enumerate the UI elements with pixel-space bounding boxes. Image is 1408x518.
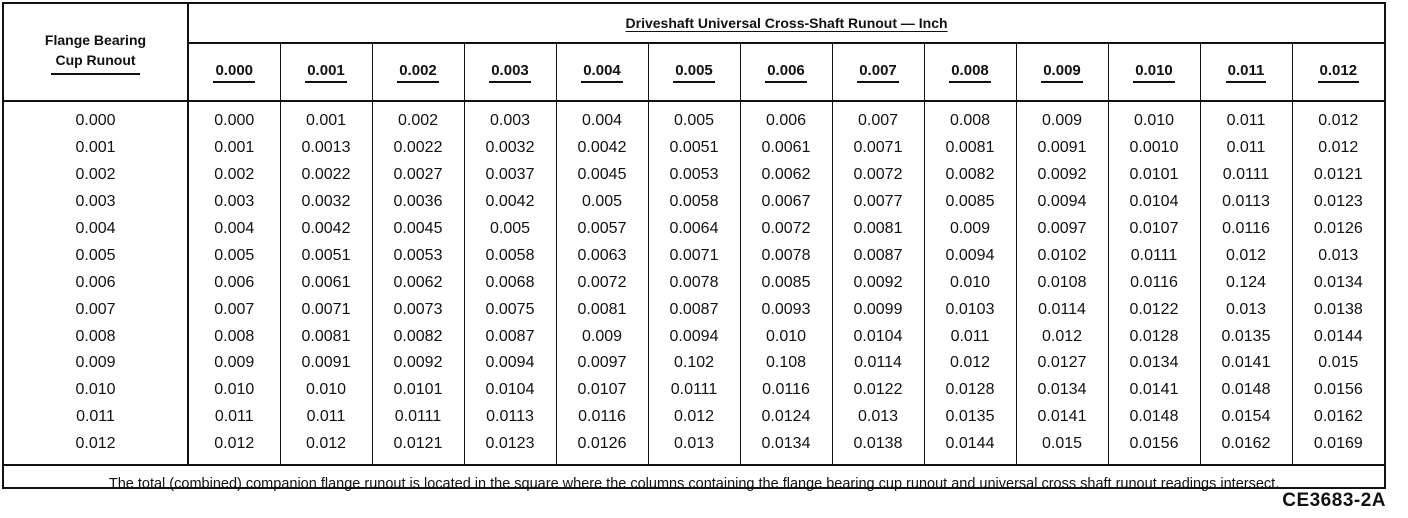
table-cell: 0.0111 bbox=[372, 404, 464, 431]
table-cell: 0.0121 bbox=[372, 431, 464, 465]
table-cell: 0.0144 bbox=[1313, 327, 1363, 345]
table-cell: 0.0058 bbox=[648, 189, 740, 216]
table-cell: 0.0062 bbox=[372, 269, 464, 296]
table-row bbox=[4, 323, 1384, 350]
table-cell: 0.0156 bbox=[1313, 381, 1363, 399]
table-cell: 0.0101 bbox=[372, 377, 464, 404]
table-cell: 0.0141 bbox=[1108, 377, 1200, 404]
table-cell: 0.0103 bbox=[924, 296, 1016, 323]
table-cell: 0.0097 bbox=[1016, 216, 1108, 243]
table-cell: 0.003 bbox=[188, 189, 280, 216]
table-cell: 0.0075 bbox=[464, 296, 556, 323]
table-cell: 0.0077 bbox=[832, 189, 924, 216]
column-header bbox=[372, 43, 464, 101]
table-cell: 0.0081 bbox=[832, 216, 924, 243]
table-cell: 0.0061 bbox=[280, 269, 372, 296]
table-cell: 0.0097 bbox=[556, 350, 648, 377]
table-cell: 0.0081 bbox=[280, 323, 372, 350]
table-cell: 0.0148 bbox=[1108, 404, 1200, 431]
column-group-title: Driveshaft Universal Cross-Shaft Runout — Inch bbox=[625, 15, 948, 31]
table-cell: 0.0099 bbox=[832, 296, 924, 323]
column-header-label: 0.000 bbox=[213, 62, 255, 83]
table-cell: 0.0135 bbox=[924, 404, 1016, 431]
column-header-label: 0.007 bbox=[857, 62, 899, 83]
table-cell: 0.015 bbox=[1016, 431, 1108, 465]
table-cell: 0.013 bbox=[832, 404, 924, 431]
table-cell: 0.0113 bbox=[1200, 189, 1292, 216]
table-cell: 0.0102 bbox=[1016, 242, 1108, 269]
table-cell: 0.0022 bbox=[372, 135, 464, 162]
table-cell: 0.0032 bbox=[280, 189, 372, 216]
table-cell: 0.0037 bbox=[464, 162, 556, 189]
table-cell: 0.005 bbox=[188, 242, 280, 269]
table-cell: 0.015 bbox=[1318, 354, 1359, 372]
table-cell: 0.013 bbox=[648, 431, 740, 465]
table-row bbox=[4, 216, 1384, 243]
table-cell: 0.0082 bbox=[924, 162, 1016, 189]
table-cell: 0.0094 bbox=[464, 350, 556, 377]
table-cell: 0.007 bbox=[188, 296, 280, 323]
table-cell: 0.0134 bbox=[1016, 377, 1108, 404]
column-header-label: 0.008 bbox=[949, 62, 991, 83]
table-cell: 0.0101 bbox=[1108, 162, 1200, 189]
table-cell: 0.009 bbox=[1016, 101, 1108, 135]
table-cell: 0.011 bbox=[924, 323, 1016, 350]
table-cell: 0.0087 bbox=[464, 323, 556, 350]
table-cell: 0.004 bbox=[556, 101, 648, 135]
table-cell: 0.010 bbox=[924, 269, 1016, 296]
table-cell: 0.001 bbox=[188, 135, 280, 162]
table-cell: 0.0013 bbox=[280, 135, 372, 162]
column-header bbox=[1016, 43, 1108, 101]
table-cell: 0.0154 bbox=[1200, 404, 1292, 431]
table-cell: 0.0027 bbox=[372, 162, 464, 189]
table-cell: 0.009 bbox=[924, 216, 1016, 243]
table-cell: 0.0082 bbox=[372, 323, 464, 350]
table-cell: 0.0116 bbox=[740, 377, 832, 404]
table-cell: 0.0134 bbox=[1108, 350, 1200, 377]
table-cell: 0.0111 bbox=[1108, 242, 1200, 269]
table-cell: 0.0032 bbox=[464, 135, 556, 162]
table-cell: 0.0126 bbox=[556, 431, 648, 465]
column-header bbox=[740, 43, 832, 101]
table-cell: 0.0042 bbox=[464, 189, 556, 216]
table-cell: 0.0092 bbox=[832, 269, 924, 296]
column-header-label: 0.011 bbox=[1226, 62, 1267, 83]
column-header bbox=[464, 43, 556, 101]
table-cell: 0.0053 bbox=[648, 162, 740, 189]
table-cell: 0.010 bbox=[1108, 101, 1200, 135]
table-cell: 0.0092 bbox=[372, 350, 464, 377]
row-label: 0.010 bbox=[4, 377, 188, 404]
column-header-label: 0.003 bbox=[489, 62, 531, 83]
table-cell: 0.008 bbox=[924, 101, 1016, 135]
table-row bbox=[4, 162, 1384, 189]
row-label: 0.007 bbox=[4, 296, 188, 323]
table-cell: 0.0063 bbox=[556, 242, 648, 269]
table-row bbox=[4, 269, 1384, 296]
table-cell: 0.0122 bbox=[832, 377, 924, 404]
column-header bbox=[280, 43, 372, 101]
table-cell: 0.007 bbox=[832, 101, 924, 135]
table-cell: 0.0085 bbox=[740, 269, 832, 296]
table-cell: 0.011 bbox=[280, 404, 372, 431]
table-cell: 0.0094 bbox=[1016, 189, 1108, 216]
footnote: The total (combined) companion flange runout is located in the square where the columns containing the flange bearing cup runout and universal cross shaft runout readings intersect. bbox=[4, 465, 1384, 502]
table-cell: 0.004 bbox=[188, 216, 280, 243]
table-cell: 0.0071 bbox=[832, 135, 924, 162]
table-cell: 0.0061 bbox=[740, 135, 832, 162]
table-cell: 0.108 bbox=[740, 350, 832, 377]
table-cell: 0.0072 bbox=[556, 269, 648, 296]
table-cell: 0.0113 bbox=[464, 404, 556, 431]
table-cell: 0.0108 bbox=[1016, 269, 1108, 296]
table-cell: 0.0062 bbox=[740, 162, 832, 189]
runout-table-frame bbox=[2, 2, 1386, 492]
table-cell: 0.0042 bbox=[280, 216, 372, 243]
row-label: 0.004 bbox=[4, 216, 188, 243]
table-cell: 0.010 bbox=[740, 323, 832, 350]
column-header bbox=[648, 43, 740, 101]
table-row bbox=[4, 101, 1384, 135]
table-cell: 0.013 bbox=[1318, 246, 1359, 264]
table-cell: 0.0148 bbox=[1200, 377, 1292, 404]
table-cell: 0.006 bbox=[740, 101, 832, 135]
table-row bbox=[4, 350, 1384, 377]
column-header bbox=[1200, 43, 1292, 101]
column-header bbox=[832, 43, 924, 101]
table-cell: 0.0162 bbox=[1313, 408, 1363, 426]
table-cell: 0.0162 bbox=[1200, 431, 1292, 465]
table-row bbox=[4, 135, 1384, 162]
table-cell: 0.0071 bbox=[280, 296, 372, 323]
table-cell: 0.0010 bbox=[1108, 135, 1200, 162]
row-label: 0.008 bbox=[4, 323, 188, 350]
table-cell: 0.005 bbox=[648, 101, 740, 135]
table-cell: 0.0072 bbox=[740, 216, 832, 243]
table-cell: 0.0127 bbox=[1016, 350, 1108, 377]
table-row bbox=[4, 404, 1384, 431]
row-header-cell bbox=[4, 4, 188, 101]
table-cell: 0.0094 bbox=[648, 323, 740, 350]
table-cell: 0.002 bbox=[188, 162, 280, 189]
table-cell: 0.012 bbox=[648, 404, 740, 431]
column-header-label: 0.004 bbox=[581, 62, 623, 83]
table-cell: 0.0091 bbox=[1016, 135, 1108, 162]
table-cell: 0.003 bbox=[464, 101, 556, 135]
table-cell: 0.0134 bbox=[740, 431, 832, 465]
row-header-line2: Cup Runout bbox=[51, 50, 139, 75]
table-cell: 0.0042 bbox=[556, 135, 648, 162]
runout-table bbox=[4, 4, 1384, 502]
table-row bbox=[4, 242, 1384, 269]
table-cell: 0.0104 bbox=[464, 377, 556, 404]
table-cell: 0.011 bbox=[1200, 135, 1292, 162]
table-cell: 0.010 bbox=[280, 377, 372, 404]
table-cell: 0.0072 bbox=[832, 162, 924, 189]
table-cell: 0.0116 bbox=[1108, 269, 1200, 296]
table-cell: 0.0081 bbox=[924, 135, 1016, 162]
column-header-label: 0.001 bbox=[305, 62, 347, 83]
table-cell: 0.0138 bbox=[1313, 300, 1363, 318]
table-cell: 0.0111 bbox=[1200, 162, 1292, 189]
table-cell: 0.0057 bbox=[556, 216, 648, 243]
column-header-label: 0.006 bbox=[765, 62, 807, 83]
table-cell: 0.005 bbox=[556, 189, 648, 216]
row-label: 0.002 bbox=[4, 162, 188, 189]
table-cell: 0.012 bbox=[1318, 139, 1359, 157]
table-cell: 0.0116 bbox=[556, 404, 648, 431]
column-header bbox=[556, 43, 648, 101]
column-header bbox=[1108, 43, 1200, 101]
row-label: 0.001 bbox=[4, 135, 188, 162]
table-cell: 0.0123 bbox=[464, 431, 556, 465]
table-cell: 0.0122 bbox=[1108, 296, 1200, 323]
table-cell: 0.013 bbox=[1200, 296, 1292, 323]
table-cell: 0.0087 bbox=[648, 296, 740, 323]
table-cell: 0.005 bbox=[464, 216, 556, 243]
table-cell: 0.0123 bbox=[1313, 193, 1363, 211]
table-cell: 0.124 bbox=[1200, 269, 1292, 296]
table-cell: 0.0045 bbox=[372, 216, 464, 243]
table-cell: 0.012 bbox=[1318, 112, 1359, 130]
table-cell: 0.0111 bbox=[648, 377, 740, 404]
table-cell: 0.0064 bbox=[648, 216, 740, 243]
column-header bbox=[188, 43, 280, 101]
column-header-label: 0.010 bbox=[1133, 62, 1175, 83]
table-cell: 0.0116 bbox=[1200, 216, 1292, 243]
table-cell: 0.0114 bbox=[832, 350, 924, 377]
table-cell: 0.0104 bbox=[832, 323, 924, 350]
table-cell: 0.0128 bbox=[1108, 323, 1200, 350]
column-header bbox=[924, 43, 1016, 101]
row-label: 0.000 bbox=[4, 101, 188, 135]
table-cell: 0.010 bbox=[188, 377, 280, 404]
table-cell: 0.0093 bbox=[740, 296, 832, 323]
table-cell: 0.012 bbox=[188, 431, 280, 465]
column-header-row bbox=[4, 43, 1384, 101]
table-cell: 0.0045 bbox=[556, 162, 648, 189]
table-cell: 0.001 bbox=[280, 101, 372, 135]
table-cell: 0.0135 bbox=[1200, 323, 1292, 350]
table-cell: 0.0073 bbox=[372, 296, 464, 323]
table-cell: 0.0058 bbox=[464, 242, 556, 269]
table-cell: 0.006 bbox=[188, 269, 280, 296]
table-cell: 0.012 bbox=[1016, 323, 1108, 350]
table-cell: 0.0078 bbox=[648, 269, 740, 296]
table-cell: 0.0081 bbox=[556, 296, 648, 323]
table-cell: 0.0126 bbox=[1313, 220, 1363, 237]
table-cell: 0.0092 bbox=[1016, 162, 1108, 189]
column-header bbox=[1292, 43, 1384, 101]
table-cell: 0.0107 bbox=[556, 377, 648, 404]
table-cell: 0.008 bbox=[188, 323, 280, 350]
table-cell: 0.0124 bbox=[740, 404, 832, 431]
table-cell: 0.0121 bbox=[1313, 166, 1363, 184]
figure-code: CE3683-2A bbox=[1282, 490, 1386, 511]
table-cell: 0.012 bbox=[1200, 242, 1292, 269]
table-cell: 0.0141 bbox=[1016, 404, 1108, 431]
table-cell: 0.0022 bbox=[280, 162, 372, 189]
column-header-label: 0.002 bbox=[397, 62, 439, 83]
table-cell: 0.0114 bbox=[1016, 296, 1108, 323]
table-cell: 0.0036 bbox=[372, 189, 464, 216]
table-cell: 0.0068 bbox=[464, 269, 556, 296]
table-cell: 0.0053 bbox=[372, 242, 464, 269]
table-cell: 0.009 bbox=[188, 350, 280, 377]
table-row bbox=[4, 377, 1384, 404]
table-cell: 0.0144 bbox=[924, 431, 1016, 465]
table-cell: 0.0051 bbox=[648, 135, 740, 162]
table-cell: 0.0091 bbox=[280, 350, 372, 377]
table-cell: 0.0141 bbox=[1200, 350, 1292, 377]
table-cell: 0.009 bbox=[556, 323, 648, 350]
row-label: 0.009 bbox=[4, 350, 188, 377]
table-cell: 0.0134 bbox=[1313, 273, 1363, 291]
row-label: 0.005 bbox=[4, 242, 188, 269]
table-row bbox=[4, 296, 1384, 323]
table-cell: 0.012 bbox=[924, 350, 1016, 377]
table-row bbox=[4, 431, 1384, 465]
table-cell: 0.0051 bbox=[280, 242, 372, 269]
table-cell: 0.0085 bbox=[924, 189, 1016, 216]
table-cell: 0.011 bbox=[1200, 101, 1292, 135]
row-label: 0.011 bbox=[4, 404, 188, 431]
table-cell: 0.011 bbox=[188, 404, 280, 431]
table-cell: 0.0169 bbox=[1313, 435, 1363, 453]
row-label: 0.006 bbox=[4, 269, 188, 296]
table-cell: 0.0094 bbox=[924, 242, 1016, 269]
row-label: 0.003 bbox=[4, 189, 188, 216]
table-cell: 0.0067 bbox=[740, 189, 832, 216]
column-group-title-cell bbox=[188, 4, 1384, 43]
table-cell: 0.102 bbox=[648, 350, 740, 377]
table-cell: 0.000 bbox=[188, 101, 280, 135]
table-cell: 0.0138 bbox=[832, 431, 924, 465]
column-header-label: 0.005 bbox=[673, 62, 715, 83]
table-cell: 0.0104 bbox=[1108, 189, 1200, 216]
table-cell: 0.002 bbox=[372, 101, 464, 135]
table-cell: 0.0087 bbox=[832, 242, 924, 269]
column-header-label: 0.012 bbox=[1318, 62, 1360, 83]
table-row bbox=[4, 189, 1384, 216]
table-cell: 0.012 bbox=[280, 431, 372, 465]
table-cell: 0.0078 bbox=[740, 242, 832, 269]
table-cell: 0.0156 bbox=[1108, 431, 1200, 465]
footnote-row bbox=[4, 465, 1384, 502]
column-header-label: 0.009 bbox=[1041, 62, 1083, 83]
table-cell: 0.0107 bbox=[1108, 216, 1200, 243]
row-label: 0.012 bbox=[4, 431, 188, 465]
table-cell: 0.0071 bbox=[648, 242, 740, 269]
table-cell: 0.0128 bbox=[924, 377, 1016, 404]
row-header-line1: Flange Bearing bbox=[44, 31, 147, 48]
